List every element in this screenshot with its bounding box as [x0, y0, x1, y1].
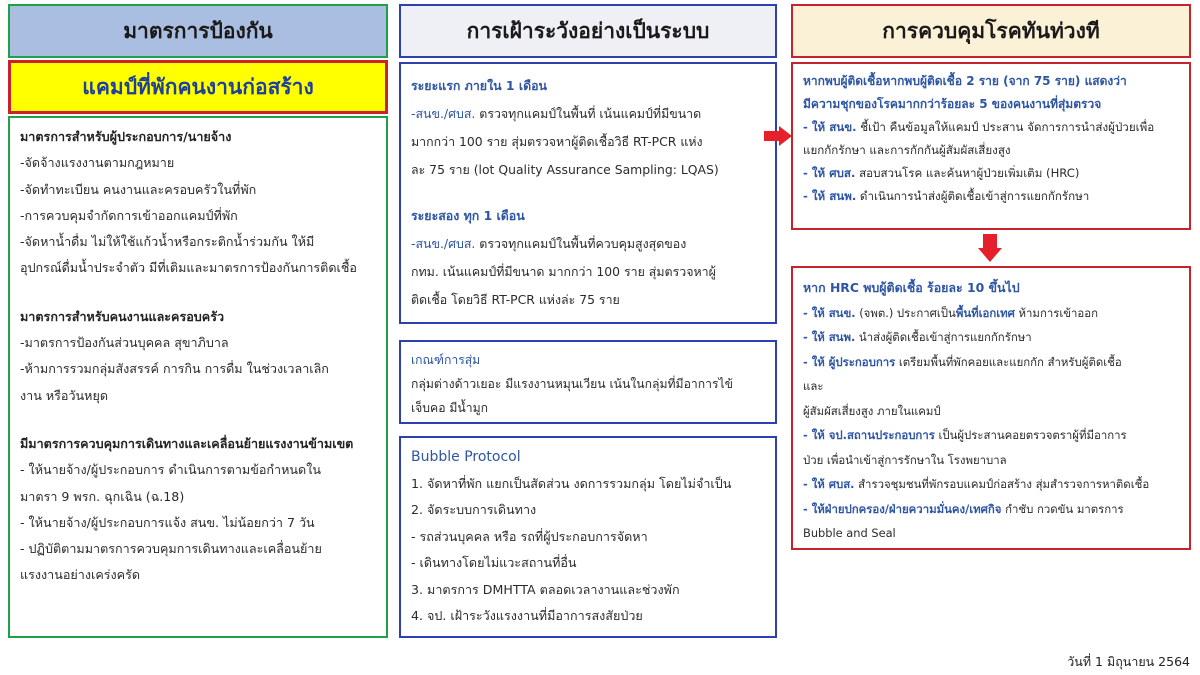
list-item: - ปฏิบัติตามมาตรการควบคุมการเดินทางและเคลื่อนย้าย: [20, 541, 322, 557]
footer-date: วันที่ 1 มิถุนายน 2564: [1067, 654, 1190, 669]
control-box-1: [791, 62, 1191, 230]
bubble-title: Bubble Protocol: [411, 449, 521, 465]
text-line: [411, 100, 765, 128]
list-item: [803, 423, 1183, 448]
condition-title: หากพบผู้ติดเชื้อหากพบผู้ติดเชื้อ 2 ราย (จาก 75 ราย) แสดงว่า: [803, 74, 1127, 88]
text-span: ตรวจทุกแคมป์ในพื้นที่ เน้นแคมป์ที่มีขนาด: [475, 106, 702, 121]
list-item: [803, 139, 1183, 162]
list-item: [803, 448, 1183, 473]
control-box-2: [791, 266, 1191, 550]
text-span: เตรียมพื้นที่พักคอยและแยกกัก สำหรับผู้ติดเชื้อ: [895, 354, 1122, 369]
list-item: [803, 325, 1183, 350]
list-item: [803, 350, 1183, 375]
text-span: (จพต.) ประกาศเป็น: [855, 305, 956, 320]
agency-label: - ให้ จป.สถานประกอบการ: [803, 428, 935, 442]
list-item: - เดินทางโดยไม่แวะสถานที่อื่น: [411, 555, 577, 570]
list-item: แรงงานอย่างเคร่งครัด: [20, 567, 141, 583]
text-span: และ: [803, 379, 824, 393]
text-line: กลุ่มต่างด้าวเยอะ มีแรงงานหมุนเวียน เน้นในกลุ่มที่มีอาการไข้: [411, 377, 733, 391]
bubble-protocol-box: [399, 436, 777, 638]
list-item: 1. จัดหาที่พัก แยกเป็นสัดส่วน งดการรวมกลุ่ม โดยไม่จำเป็น: [411, 475, 732, 491]
list-item: -จัดหาน้ำดื่ม ไม่ให้ใช้แก้วน้ำหรือกระติกน้ำร่วมกัน ให้มี: [20, 234, 315, 250]
col1-subheader: [8, 60, 388, 114]
list-item: [803, 399, 1183, 424]
col2-header: [399, 4, 777, 58]
list-item: งาน หรือวันหยุด: [20, 387, 109, 403]
agency-label: - ให้ สนข.: [803, 120, 857, 134]
agency-label: - ให้ สนข.: [803, 305, 856, 320]
text-span: Bubble and Seal: [803, 526, 896, 540]
list-item: -จัดทำทะเบียน คนงานและครอบครัวในที่พัก: [20, 181, 257, 197]
list-item: 4. จป. เฝ้าระวังแรงงานที่มีอาการสงสัยป่วย: [411, 608, 643, 623]
list-item: 3. มาตรการ DMHTTA ตลอดเวลางานและช่วงพัก: [411, 581, 680, 597]
agency-label: - ให้ฝ่ายปกครอง/ฝ่ายความมั่นคง/เทศกิจ: [803, 501, 1002, 516]
list-item: -การควบคุมจำกัดการเข้าออกแคมป์ที่พัก: [20, 207, 238, 223]
arrow-right-icon: [764, 126, 792, 146]
list-item: [803, 185, 1183, 208]
arrow-down-icon: [978, 234, 1002, 262]
phase-title: ระยะสอง ทุก 1 เดือน: [411, 208, 525, 223]
text-line: [411, 230, 765, 258]
text-span: ป่วย เพื่อนำเข้าสู่การรักษาใน โรงพยาบาล: [803, 452, 1007, 467]
section-title: มีมาตรการควบคุมการเดินทางและเคลื่อนย้ายแรงงานข้ามเขต: [20, 435, 354, 451]
agency-label: -สนข./ศบส.: [411, 236, 476, 251]
agency-label: -สนข./ศบส.: [411, 106, 476, 121]
text-line: มากกว่า 100 ราย สุ่มตรวจหาผู้ติดเชื้อวิธี RT-PCR แห่ง: [411, 134, 703, 149]
text-span: เป็นผู้ประสานคอยตรวจตราผู้ที่มีอาการ: [934, 428, 1127, 442]
section-title: มาตรการสำหรับผู้ประกอบการ/นายจ้าง: [20, 129, 232, 144]
list-item: อุปกรณ์ดื่มน้ำประจำตัว มีที่เติมและมาตรการป้องกันการติดเชื้อ: [20, 260, 357, 276]
agency-label: - ให้ ผู้ประกอบการ: [803, 354, 896, 369]
list-item: [803, 521, 1183, 546]
col3-header: [791, 4, 1191, 58]
criteria-title: เกณฑ์การสุ่ม: [411, 353, 481, 367]
isolation-label: พื้นที่เอกเทศ: [955, 305, 1015, 320]
text-span: สอบสวนโรค และค้นหาผู้ป่วยเพิ่มเติม (HRC): [855, 166, 1080, 180]
agency-label: - ให้ สนพ.: [803, 330, 856, 344]
text-span: กำชับ กวดขัน มาตรการ: [1001, 501, 1124, 516]
text-span: ห้ามการเข้าออก: [1014, 305, 1099, 320]
list-item: [803, 497, 1183, 522]
col1-header-text: มาตรการป้องกัน: [123, 18, 273, 43]
condition-title: หาก HRC พบผู้ติดเชื้อ ร้อยละ 10 ขึ้นไป: [803, 280, 1020, 295]
phase-title: ระยะแรก ภายใน 1 เดือน: [411, 78, 548, 93]
text-span: ดำเนินการนำส่งผู้ติดเชื้อเข้าสู่การแยกกักรักษา: [856, 189, 1090, 203]
list-item: - ให้นายจ้าง/ผู้ประกอบการแจ้ง สนข. ไม่น้อยกว่า 7 วัน: [20, 514, 315, 530]
list-item: 2. จัดระบบการเดินทาง: [411, 502, 537, 517]
list-item: [803, 162, 1183, 185]
list-item: [803, 116, 1183, 139]
agency-label: - ให้ ศบส.: [803, 477, 855, 491]
col1-subheader-text: แคมป์ที่พักคนงานก่อสร้าง: [82, 74, 314, 99]
text-span: ตรวจทุกแคมป์ในพื้นที่ควบคุมสูงสุดของ: [475, 236, 687, 251]
list-item: มาตรา 9 พรก. ฉุกเฉิน (ฉ.18): [20, 488, 185, 504]
agency-label: - ให้ สนพ.: [803, 189, 857, 203]
section-title: มาตรการสำหรับคนงานและครอบครัว: [20, 308, 225, 324]
col3-header-text: การควบคุมโรคทันท่วงที: [882, 18, 1100, 43]
text-line: ละ 75 ราย (lot Quality Assurance Sampling: LQAS): [411, 162, 719, 177]
text-span: แยกกักรักษา และการกักกันผู้สัมผัสเสี่ยงสูง: [803, 143, 1011, 157]
list-item: -ห้ามการรวมกลุ่มสังสรรค์ การกิน การดื่ม ในช่วงเวลาเลิก: [20, 361, 329, 377]
text-span: นำส่งผู้ติดเชื้อเข้าสู่การแยกกักรักษา: [855, 330, 1032, 344]
list-item: -จัดจ้างแรงงานตามกฎหมาย: [20, 155, 175, 171]
surveillance-box: [399, 62, 777, 324]
text-span: สำรวจชุมชนที่พักรอบแคมป์ก่อสร้าง สุ่มสำรวจการหาติดเชื้อ: [854, 477, 1150, 491]
text-line: กทม. เน้นแคมป์ที่มีขนาด มากกว่า 100 ราย สุ่มตรวจหาผู้: [411, 264, 716, 279]
list-item: [803, 472, 1183, 497]
col1-header: [8, 4, 388, 58]
list-item: [803, 301, 1183, 326]
condition-title: มีความชุกของโรคมากกว่าร้อยละ 5 ของคนงานที่สุ่มตรวจ: [803, 97, 1102, 111]
list-item: - รถส่วนบุคคล หรือ รถที่ผู้ประกอบการจัดหา: [411, 528, 648, 544]
agency-label: - ให้ ศบส.: [803, 166, 856, 180]
col1-content: [8, 116, 388, 638]
col2-header-text: การเฝ้าระวังอย่างเป็นระบบ: [466, 18, 710, 43]
text-span: ชี้เป้า คืนข้อมูลให้แคมป์ ประสาน จัดการการนำส่งผู้ป่วยเพื่อ: [856, 120, 1155, 134]
text-line: เจ็บคอ มีน้ำมูก: [411, 401, 489, 415]
list-item: - ให้นายจ้าง/ผู้ประกอบการ ดำเนินการตามข้อกำหนดใน: [20, 462, 321, 478]
sampling-criteria-box: [399, 340, 777, 424]
text-span: ผู้สัมผัสเสี่ยงสูง ภายในแคมป์: [803, 403, 941, 418]
text-line: ติดเชื้อ โดยวิธี RT-PCR แห่งล่ะ 75 ราย: [411, 292, 620, 307]
list-item: -มาตรการป้องกันส่วนบุคคล สุขาภิบาล: [20, 335, 229, 351]
list-item: [803, 374, 1183, 399]
